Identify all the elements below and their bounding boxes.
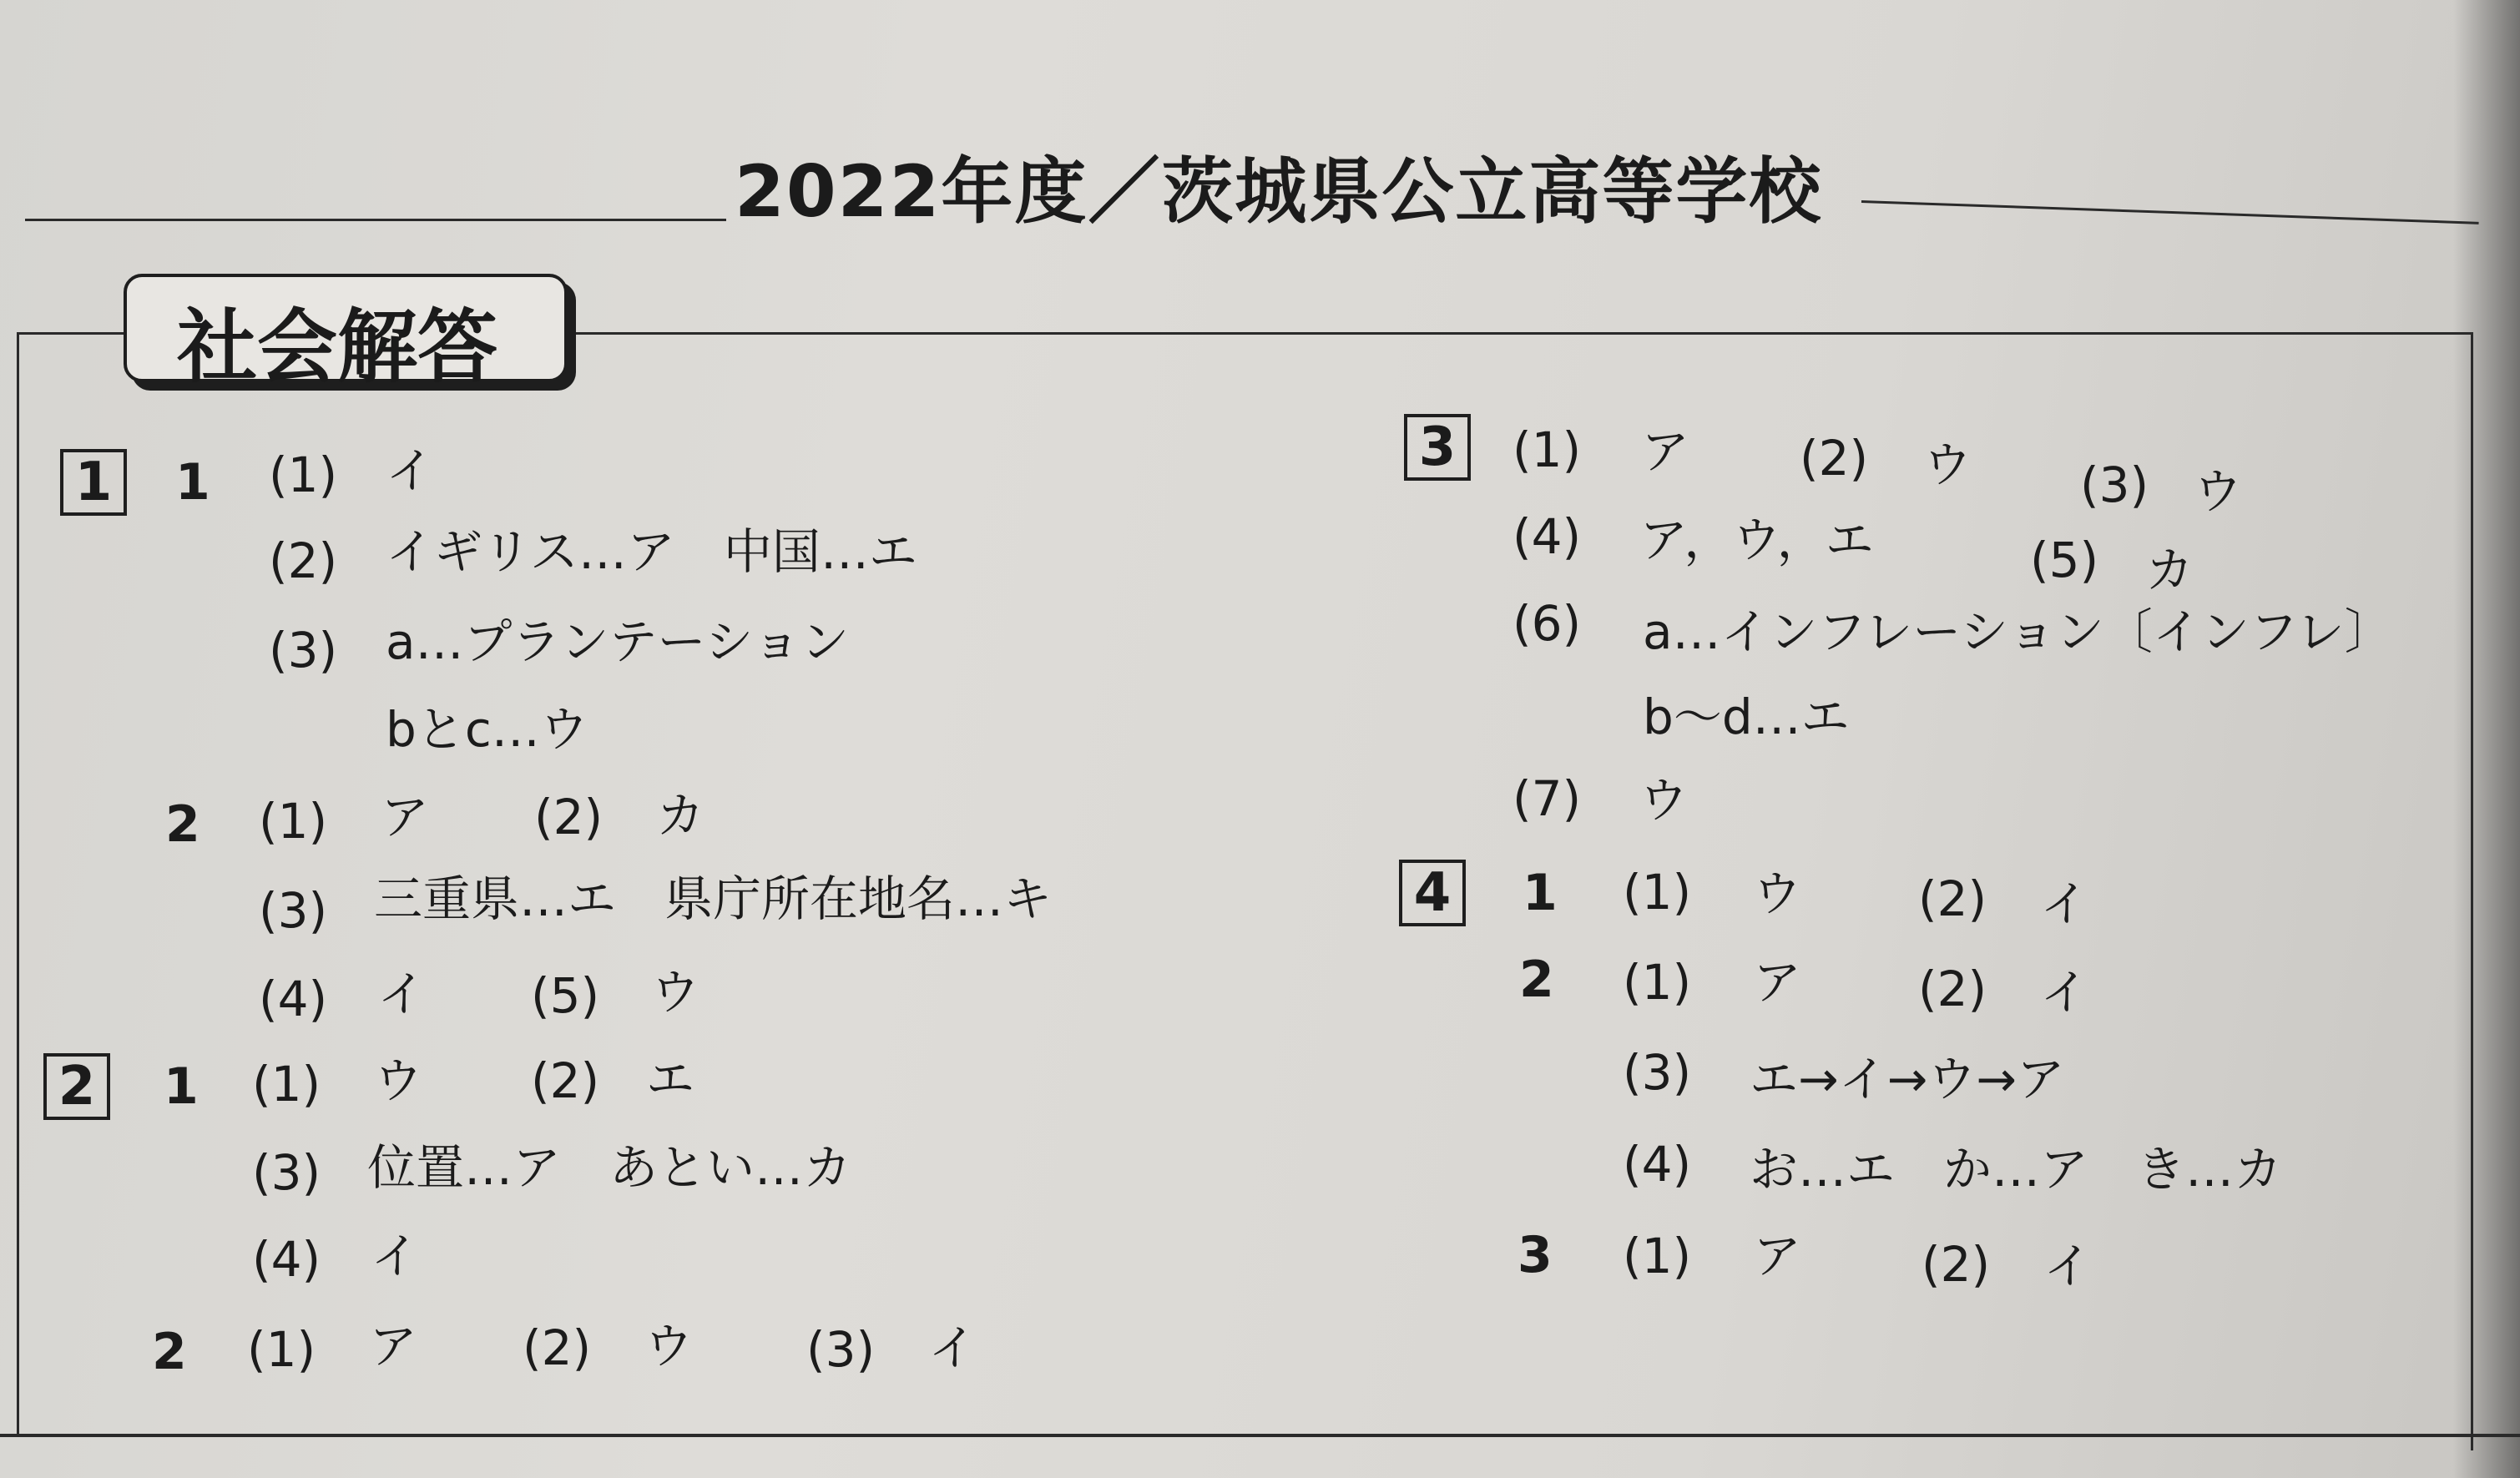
q3-7-label: (7) [1513,770,1582,827]
q2-1-4-label: (4) [252,1231,321,1288]
q3-5-answer: カ [2145,542,2194,598]
q3-3-label: (3) [2080,457,2149,513]
q4-3-1-answer: ア [1753,1228,1802,1284]
q2-part2-number: 2 [152,1323,187,1381]
q4-2-4-answer: お…エ か…ア き…カ [1750,1141,2283,1198]
q3-1-answer: ア [1641,423,1690,480]
q1-2-5-answer: ウ [651,964,700,1021]
q2-1-2-label: (2) [531,1052,600,1109]
q1-2-2-label: (2) [534,789,603,845]
q2-2-2-label: (2) [523,1319,592,1376]
q1-1-3-answer-a: a…プランテーション [386,613,850,670]
q3-2-label: (2) [1800,430,1869,487]
q2-1-1-label: (1) [252,1056,321,1112]
q4-2-3-answer: エ→イ→ウ→ア [1750,1051,2065,1107]
q1-1-3-answer-b: bとc…ウ [386,701,588,758]
q2-part1-number: 1 [164,1057,199,1116]
q1-2-1-answer: ア [381,789,430,845]
q2-1-3-label: (3) [252,1144,321,1201]
q4-2-2-label: (2) [1918,961,1987,1017]
question-4-box: 4 [1399,860,1466,926]
q2-2-3-label: (3) [806,1321,876,1378]
q2-2-1-answer: ア [369,1318,418,1375]
q2-1-4-answer: イ [371,1228,420,1284]
q1-1-2-label: (2) [269,532,338,589]
section-title-tab [124,274,568,394]
q4-2-2-answer: イ [2040,964,2089,1021]
q2-2-3-answer: イ [928,1319,977,1376]
answer-frame-right [2471,332,2473,1450]
q4-2-1-answer: ア [1753,954,1802,1011]
q3-2-answer: ウ [1923,436,1972,493]
question-3-box: 3 [1404,414,1471,481]
header-rule-left [25,219,726,221]
q3-3-answer: ウ [2194,463,2243,520]
q2-2-2-answer: ウ [644,1318,694,1375]
q1-2-5-label: (5) [531,967,600,1024]
q4-1-1-answer: ウ [1753,865,1802,922]
q1-1-3-label: (3) [269,622,338,678]
q1-2-3-label: (3) [259,882,328,939]
q4-part2-number: 2 [1519,951,1554,1009]
q1-2-4-answer: イ [377,966,427,1022]
q3-6-answer-a: a…インフレーション〔インフレ〕 [1643,603,2393,660]
q1-part2-number: 2 [165,795,200,854]
q1-2-4-label: (4) [259,971,328,1027]
answer-frame-bottom [0,1434,2520,1437]
q3-5-label: (5) [2030,532,2099,588]
q1-part1-number: 1 [175,453,210,512]
question-2-box: 2 [43,1053,110,1120]
q1-1-2-answer: イギリス…ア 中国…エ [386,523,917,580]
q4-3-2-answer: イ [2043,1238,2093,1294]
q4-1-2-label: (2) [1918,870,1987,927]
q3-4-answer: ア，ウ，エ [1639,512,1874,568]
q4-2-1-label: (1) [1623,954,1692,1011]
q4-part3-number: 3 [1518,1226,1553,1284]
page-header-title: 2022年度／茨城県公立高等学校 [735,150,1823,234]
q1-2-1-label: (1) [259,793,328,850]
q4-3-1-label: (1) [1623,1228,1692,1284]
q3-7-answer: ウ [1639,772,1689,829]
q3-1-label: (1) [1513,421,1582,478]
q2-1-2-answer: エ [646,1051,695,1107]
q2-1-3-answer: 位置…ア あとい…カ [367,1139,852,1196]
q4-part1-number: 1 [1523,864,1558,922]
q1-1-1-answer: イ [386,442,435,499]
q1-2-3-answer: 三重県…エ 県庁所在地名…キ [374,870,1053,927]
section-title: 社会解答 [177,300,497,394]
q4-3-2-label: (2) [1922,1236,1991,1293]
q3-6-answer-b: b～d…エ [1643,689,1850,745]
q3-6-label: (6) [1513,595,1582,652]
q2-2-1-label: (1) [247,1321,316,1378]
q3-4-label: (4) [1513,508,1582,565]
question-1-box: 1 [60,449,127,516]
q2-1-1-answer: ウ [374,1052,423,1109]
q1-2-2-answer: カ [656,787,705,844]
q4-1-2-answer: イ [2040,875,2089,932]
q4-2-3-label: (3) [1623,1044,1692,1101]
q4-1-1-label: (1) [1623,864,1692,921]
answer-frame-left [17,332,19,1434]
q4-2-4-label: (4) [1623,1136,1692,1193]
header-rule-right [1861,200,2479,224]
q1-1-1-label: (1) [269,446,338,503]
